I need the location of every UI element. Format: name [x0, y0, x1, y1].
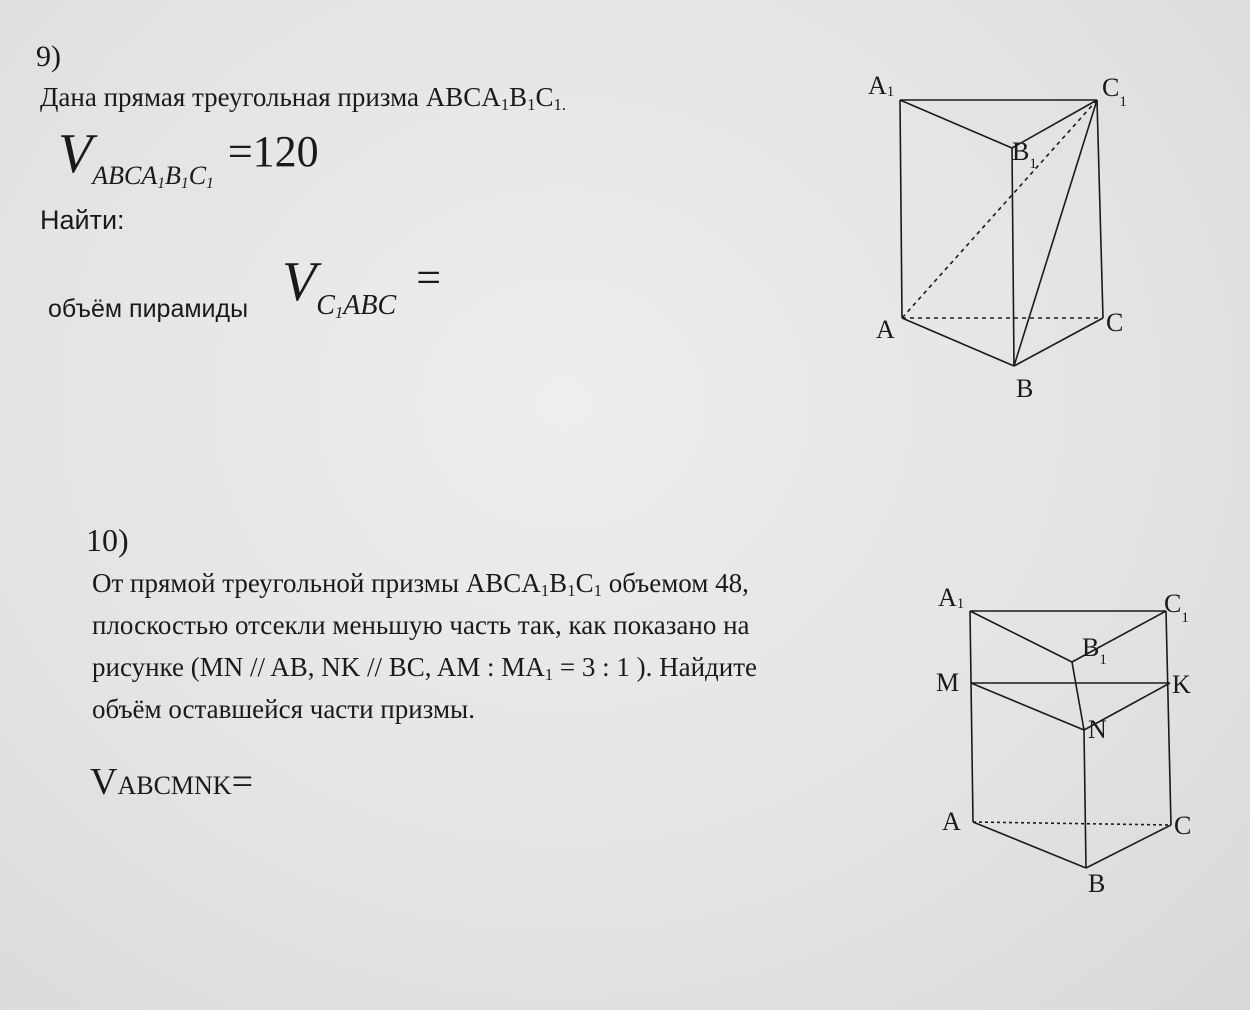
problem-9-find-label: Найти: [40, 205, 125, 235]
edge-b1n [1072, 662, 1084, 730]
problem-9-statement: Дана прямая треугольная призма $ABCA_1B_1C_{1.}$ [40, 82, 567, 115]
label-a: A [942, 807, 961, 836]
edge-nb [1084, 730, 1086, 868]
label-a: A [876, 315, 895, 344]
label-m: M [936, 668, 960, 697]
label-n: N [1088, 715, 1107, 744]
problem-10-line-4: объём оставшейся части призмы. [92, 694, 475, 724]
problem-10-line-1: От прямой треугольной призмы $ABCA_1B_1C_1$ объемом 48, [92, 568, 749, 601]
prism-9-labels [868, 71, 1127, 403]
edge-c1a-hidden [902, 100, 1097, 318]
edge-mn [971, 683, 1084, 730]
prism-figure-10 [970, 611, 1171, 868]
problem-9-pyramid-label: объём пирамиды [48, 295, 249, 323]
problem-10-number: 10) [86, 522, 129, 558]
edge-bc [1086, 825, 1171, 868]
problem-10-line-3: рисунке (MN // AB, NK // BC, AM : $MA_1 = 3$ : 1 ). Найдите [92, 652, 758, 685]
label-b: B [1016, 374, 1034, 403]
prism-10-labels [936, 583, 1191, 898]
prism-figure-9 [900, 100, 1103, 366]
problem-10-answer: VABCMNK= [90, 761, 254, 803]
label-c: C [1106, 308, 1124, 337]
edge-a1b1 [970, 611, 1072, 662]
edge-a1b1 [900, 100, 1012, 148]
label-c: C [1174, 811, 1192, 840]
label-c1: $C_1$ [1164, 589, 1189, 626]
edge-aa1 [900, 100, 902, 318]
edge-ac-hidden [973, 822, 1171, 825]
problem-9-number: 9) [36, 40, 61, 73]
label-a1: A1 [938, 583, 965, 612]
label-k: K [1172, 670, 1191, 699]
edge-cc1 [1166, 611, 1171, 825]
label-c1: $C_1$ [1102, 73, 1127, 110]
problem-10-line-2: плоскостью отсекли меньшую часть так, как показано на [92, 610, 750, 640]
label-a1: A1 [868, 71, 895, 100]
edge-ab [973, 822, 1086, 868]
edge-ab [902, 318, 1014, 366]
label-b1: $B_1$ [1012, 137, 1037, 172]
edge-aa1 [970, 611, 973, 822]
label-b1: $B_1$ [1082, 633, 1107, 668]
edge-bb1 [1012, 148, 1014, 366]
label-b: B [1088, 869, 1106, 898]
problem-9-given-volume: $VABCA_1B_1C_1=120$ [58, 123, 319, 192]
edge-cc1 [1097, 100, 1103, 318]
problem-9-pyramid-volume: $VC_1ABC=$ [282, 251, 442, 323]
